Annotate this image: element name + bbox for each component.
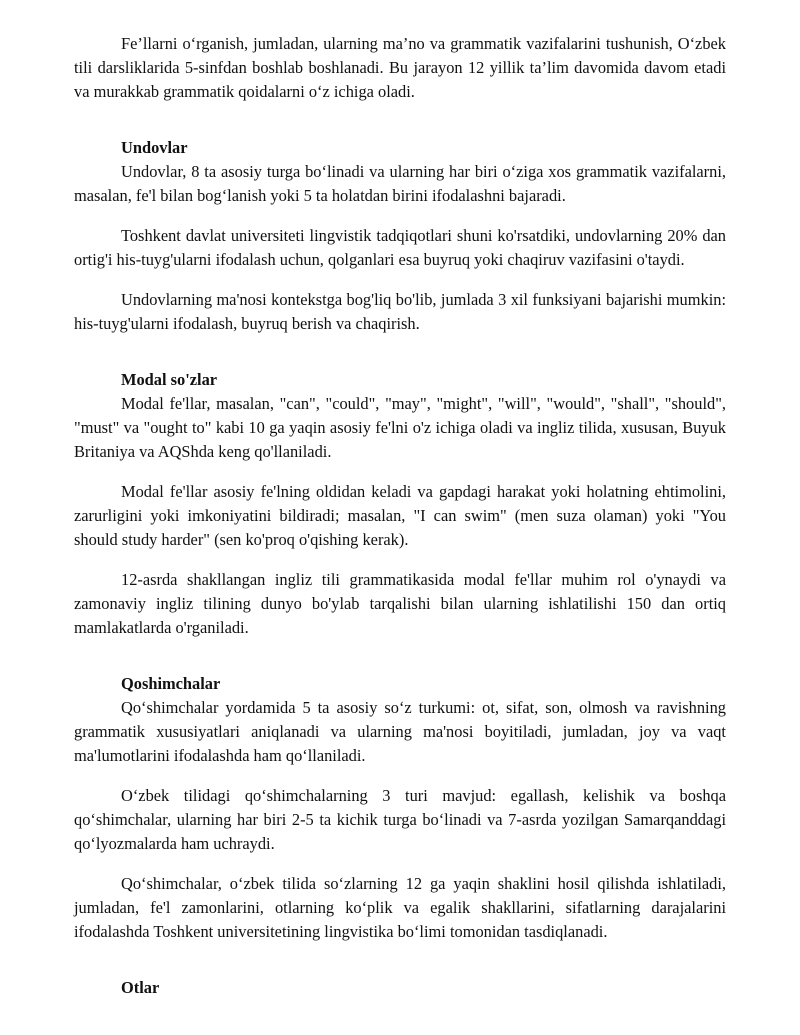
heading-modal-sozlar: Modal so'zlar [121,370,218,389]
modal-paragraph-1: Modal fe'llar, masalan, "can", "could", "may", "might", "will", "would", "shall", "should", "must" va "ought to" kabi 10 ga yaqin asosiy fe'lni o'z ichiga oladi va ingliz tilida, xususan, Buyuk Britaniya va AQShda keng qo'llaniladi. [74,394,726,461]
undovlar-paragraph-1: Undovlar, 8 ta asosiy turga bo‘linadi va ularning har biri o‘ziga xos grammatik vazifalarni, masalan, fe'l bilan bog‘lanish yoki 5 ta holatdan birini ifodalashni bajaradi. [74,162,726,205]
qoshimchalar-paragraph-3: Qo‘shimchalar, o‘zbek tilida so‘zlarning 12 ga yaqin shaklini hosil qilishda ishlatiladi, jumladan, fe'l zamonlarini, otlarning ko‘plik va egalik shakllarini, sifatlarning darajalarini ifodalashda Toshkent universitetining lingvistika bo‘limi tomonidan tasdiqlanadi. [74,874,726,941]
qoshimchalar-paragraph-2: O‘zbek tilidagi qo‘shimchalarning 3 turi mavjud: egallash, kelishik va boshqa qo‘shimchalar, ularning har biri 2-5 ta kichik turga bo‘linadi va 7-asrda yozilgan Samarqanddagi qo‘lyozmalarda ham uchraydi. [74,786,726,853]
intro-paragraph: Fe’llarni o‘rganish, jumladan, ularning ma’no va grammatik vazifalarini tushunish, O‘zbek tili darsliklarida 5-sinfdan boshlab boshlanadi. Bu jarayon 12 yillik ta’lim davomida davom etadi va murakkab grammatik qoidalarni o‘z ichiga oladi. [74,34,726,101]
undovlar-paragraph-3: Undovlarning ma'nosi kontekstga bog'liq bo'lib, jumlada 3 xil funksiyani bajarishi mumkin: his-tuyg'ularni ifodalash, buyruq berish va chaqirish. [74,290,726,333]
spacer [74,960,726,976]
spacer [74,120,726,136]
modal-paragraph-2: Modal fe'llar asosiy fe'lning oldidan keladi va gapdagi harakat yoki holatning ehtimolini, zarurligini yoki imkoniyatini bildiradi; masalan, "I can swim" (men suza olaman) yoki "You should study harder" (sen ko'proq o'qishing kerak). [74,482,726,549]
modal-paragraph-3: 12-asrda shakllangan ingliz tili grammatikasida modal fe'llar muhim rol o'ynaydi va zamonaviy ingliz tilining dunyo bo'ylab tarqalishi bilan ularning ishlatilishi 150 dan ortiq mamlakatlarda o'rganiladi. [74,570,726,637]
spacer [74,656,726,672]
heading-undovlar: Undovlar [121,138,188,157]
heading-qoshimchalar: Qoshimchalar [121,674,221,693]
document-page [74,32,726,1000]
undovlar-paragraph-2: Toshkent davlat universiteti lingvistik tadqiqotlari shuni ko'rsatdiki, undovlarning 20% dan ortig'i his-tuyg'ularni ifodalash uchun, qolganlari esa buyruq yoki chaqiruv vazifasini o'taydi. [74,226,726,269]
qoshimchalar-paragraph-1: Qo‘shimchalar yordamida 5 ta asosiy so‘z turkumi: ot, sifat, son, olmosh va ravishning grammatik xususiyatlari aniqlanadi va ularning ma'nosi boyitiladi, jumladan, joy va vaqt ma'lumotlarini ifodalashda ham qo‘llaniladi. [74,698,726,765]
heading-otlar: Otlar [121,978,160,997]
spacer [74,352,726,368]
